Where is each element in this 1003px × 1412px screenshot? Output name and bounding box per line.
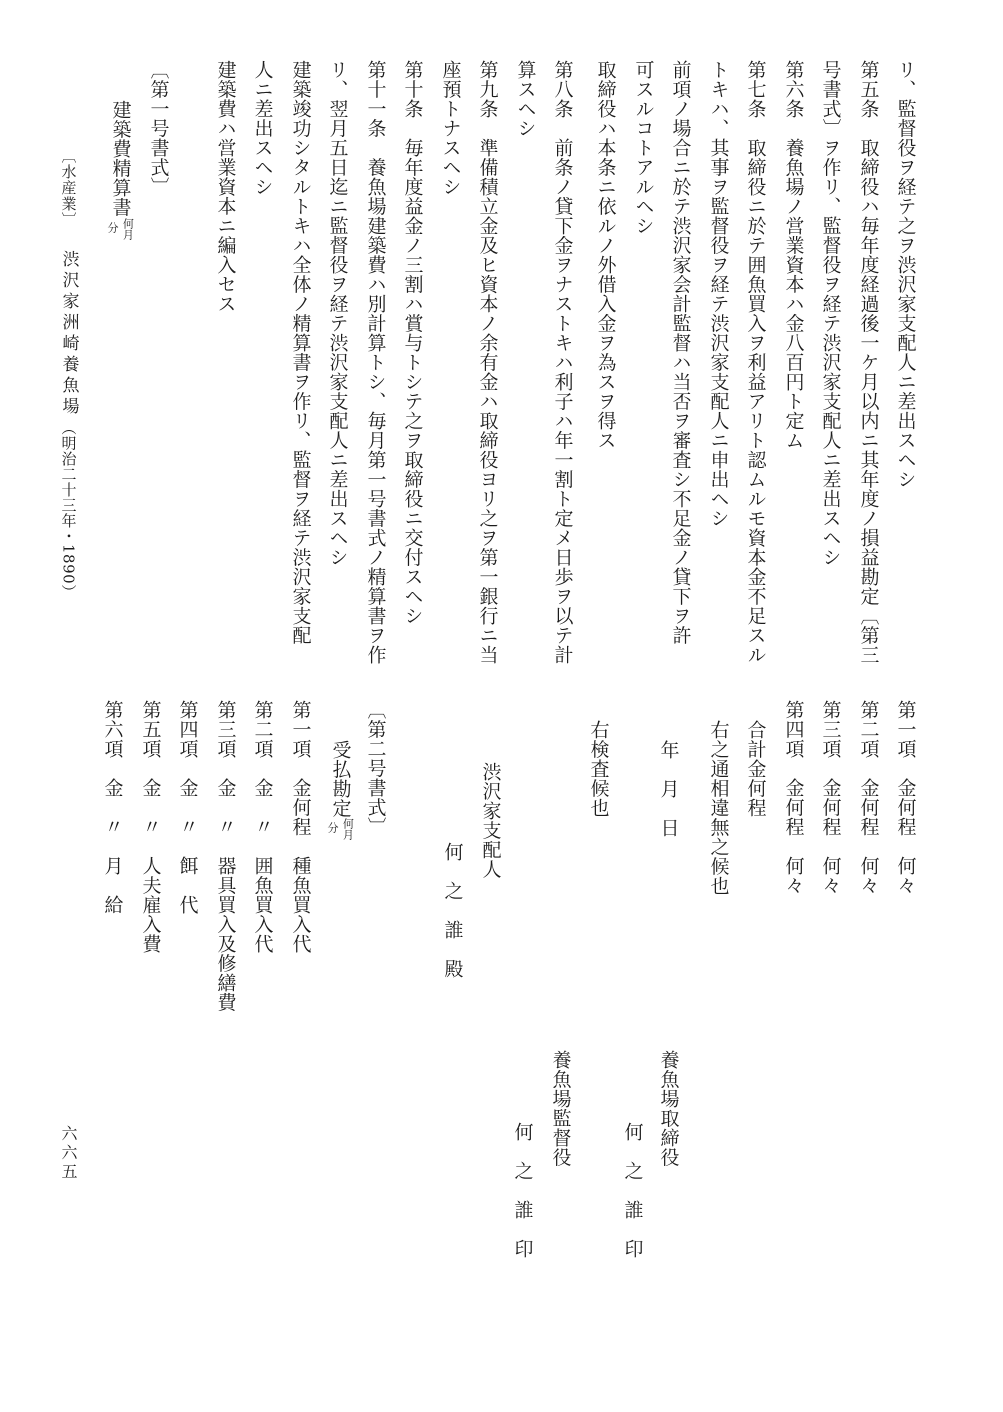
form2-item: 第六項 金 〃 月 給	[101, 700, 124, 915]
form1-total: 合計金何程	[744, 720, 767, 818]
article-5: 第五条 取締役ハ毎年度経過後一ケ月以内ニ其年度ノ損益勘定〔第三	[857, 60, 880, 665]
article-10: 第十条 毎年度益金ノ三割ハ賞与トシテ之ヲ取締役ニ交付スヘシ	[401, 60, 424, 626]
form2-item: 第一項 金何程 種魚買入代	[289, 700, 312, 954]
form2-item: 第三項 金 〃 器具買入及修繕費	[214, 700, 237, 1012]
page-number: 六六五	[59, 1125, 78, 1182]
form1-addressee-title: 渋沢家支配人	[479, 762, 502, 879]
article-11-paragraph-2: 建築竣功シタルトキハ全体ノ精算書ヲ作リ、監督ヲ経テ渋沢家支配	[289, 60, 312, 645]
article-11: 第十一条 養魚場建築費ハ別計算トシ、毎月第一号書式ノ精算書ヲ作	[364, 60, 387, 665]
form1-title: 建築費精算書	[109, 100, 132, 217]
form2-title-note-left: 分	[325, 822, 339, 833]
form2-heading: 〔第二号書式〕	[364, 700, 387, 837]
article-6: 第六条 養魚場ノ営業資本ハ金八百円ト定ム	[782, 60, 805, 450]
article-9-continuation: 座預トナスヘシ	[439, 60, 462, 197]
form2-title-note-right: 何月	[341, 818, 355, 840]
form1-manager-title: 養魚場取締役	[657, 1050, 680, 1167]
article-11-continuation: リ、翌月五日迄ニ監督役ヲ経テ渋沢家支配人ニ差出スヘシ	[326, 60, 349, 567]
form2-item: 第二項 金 〃 囲魚買入代	[251, 700, 274, 954]
form1-title-note-left: 分	[105, 222, 119, 233]
form1-addressee-name: 何 之 誰 殿	[441, 842, 464, 979]
form1-item: 第四項 金何程 何々	[782, 700, 805, 895]
form1-item: 第一項 金何程 何々	[894, 700, 917, 895]
form1-date-line: 年 月 日	[657, 740, 680, 838]
running-head-title: 渋沢家洲崎養魚場	[58, 250, 79, 418]
article-8-continuation: 算スヘシ	[514, 60, 537, 138]
form1-item: 第二項 金何程 何々	[857, 700, 880, 895]
form1-title-note	[105, 218, 136, 240]
article-8: 第八条 前条ノ貸下金ヲナストキハ利子ハ年一割ト定メ日歩ヲ以テ計	[551, 60, 574, 665]
form1-supervisor-name: 何 之 誰 印	[511, 1122, 534, 1259]
form2-title: 受払勘定	[329, 740, 352, 818]
article-7-paragraph-2-continuation: 可スルコトアルヘシ	[632, 60, 655, 236]
article-7-paragraph-2: 前項ノ場合ニ於テ渋沢家会計監督ハ当否ヲ審査シ不足金ノ貸下ヲ許	[669, 60, 692, 645]
running-head-section: 〔水産業〕	[59, 148, 78, 228]
article-11-paragraph-2-continuation: 人ニ差出スヘシ	[251, 60, 274, 197]
article-9: 第九条 準備積立金及ヒ資本ノ余有金ハ取締役ヨリ之ヲ第一銀行ニ当	[476, 60, 499, 665]
form1-item: 第三項 金何程 何々	[819, 700, 842, 895]
form1-heading: 〔第一号書式〕	[147, 60, 170, 197]
form1-title-note-right: 何月	[121, 218, 135, 240]
article-5-continuation: 号書式〕ヲ作リ、監督役ヲ経テ渋沢家支配人ニ差出スヘシ	[819, 60, 842, 567]
form1-manager-name: 何 之 誰 印	[621, 1122, 644, 1259]
article-7: 第七条 取締役ニ於テ囲魚買入ヲ利益アリト認ムルモ資本金不足スル	[744, 60, 767, 665]
form2-title-note	[325, 818, 356, 840]
article-4-continuation: リ、監督役ヲ経テ之ヲ渋沢家支配人ニ差出スヘシ	[894, 60, 917, 489]
form1-supervisor-title: 養魚場監督役	[549, 1050, 572, 1167]
running-head-date: （明治二十三年・1890）	[59, 420, 78, 600]
form2-item: 第四項 金 〃 餌 代	[176, 700, 199, 915]
form1-inspection: 右検査候也	[587, 720, 610, 818]
form1-declaration: 右之通相違無之候也	[707, 720, 730, 896]
article-7-paragraph-3: 取締役ハ本条ニ依ルノ外借入金ヲ為スヲ得ス	[594, 60, 617, 450]
article-7-continuation: トキハ、其事ヲ監督役ヲ経テ渋沢家支配人ニ申出ヘシ	[707, 60, 730, 528]
article-11-paragraph-3: 建築費ハ営業資本ニ編入セス	[214, 60, 237, 314]
form2-item: 第五項 金 〃 人夫雇入費	[139, 700, 162, 954]
